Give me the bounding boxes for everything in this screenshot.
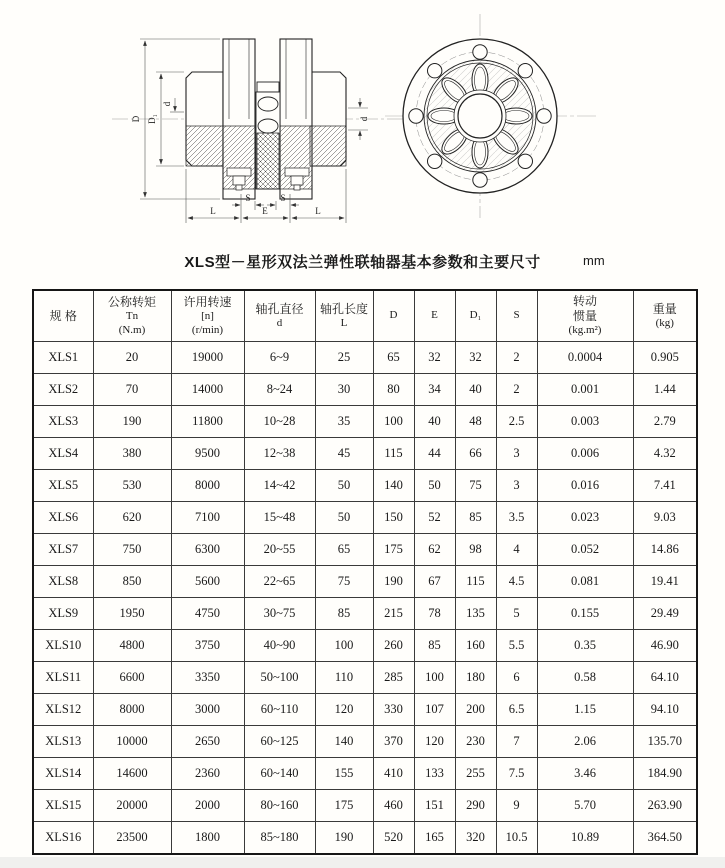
cell-S: 6.5 — [496, 694, 537, 726]
cell-S: 5 — [496, 598, 537, 630]
cell-D1: 98 — [455, 534, 496, 566]
cell-speed: 3750 — [171, 630, 244, 662]
cell-torque: 750 — [93, 534, 171, 566]
cell-D1: 135 — [455, 598, 496, 630]
header-line: E — [431, 309, 438, 322]
cell-torque: 70 — [93, 374, 171, 406]
cell-E: 44 — [414, 438, 455, 470]
cell-speed: 1800 — [171, 822, 244, 855]
cell-D: 140 — [373, 470, 414, 502]
elastic-section — [257, 133, 279, 189]
cell-spec: XLS14 — [33, 758, 93, 790]
dim-label-S-right: S — [280, 193, 286, 203]
cell-E: 40 — [414, 406, 455, 438]
cell-D: 175 — [373, 534, 414, 566]
header-line: (r/min) — [191, 323, 224, 336]
cell-length-L: 50 — [315, 470, 373, 502]
cell-inertia: 0.0004 — [537, 342, 633, 374]
cell-D: 520 — [373, 822, 414, 855]
cell-inertia: 0.052 — [537, 534, 633, 566]
dim-label-D1: D₁ — [147, 114, 157, 124]
table-row — [33, 598, 697, 630]
cell-D1: 160 — [455, 630, 496, 662]
table-row — [33, 502, 697, 534]
col-header-D1 — [455, 290, 496, 342]
page-edge-strip — [0, 857, 725, 868]
cell-D1: 200 — [455, 694, 496, 726]
table-row — [33, 726, 697, 758]
table-row — [33, 662, 697, 694]
table-row — [33, 758, 697, 790]
cell-bore-d: 22~65 — [244, 566, 315, 598]
cell-E: 165 — [414, 822, 455, 855]
cell-bore-d: 15~48 — [244, 502, 315, 534]
cell-S: 4 — [496, 534, 537, 566]
cell-spec: XLS13 — [33, 726, 93, 758]
cell-length-L: 100 — [315, 630, 373, 662]
cell-weight: 64.10 — [633, 662, 697, 694]
cell-torque: 620 — [93, 502, 171, 534]
header-row — [33, 290, 697, 342]
cell-D: 260 — [373, 630, 414, 662]
table-row — [33, 534, 697, 566]
cell-weight: 263.90 — [633, 790, 697, 822]
cell-bore-d: 6~9 — [244, 342, 315, 374]
header-line: 惯量 — [572, 309, 597, 324]
cell-spec: XLS10 — [33, 630, 93, 662]
page-title: XLS型－星形双法兰弹性联轴器基本参数和主要尺寸 — [184, 254, 541, 271]
cell-D1: 40 — [455, 374, 496, 406]
cell-speed: 2360 — [171, 758, 244, 790]
cell-D1: 255 — [455, 758, 496, 790]
cell-bore-d: 80~160 — [244, 790, 315, 822]
cell-torque: 4800 — [93, 630, 171, 662]
coupling-section-view — [108, 14, 408, 236]
cell-D: 150 — [373, 502, 414, 534]
cell-length-L: 50 — [315, 502, 373, 534]
table-row — [33, 694, 697, 726]
cell-D: 460 — [373, 790, 414, 822]
header-line: (kg.m²) — [568, 324, 602, 337]
cell-spec: XLS16 — [33, 822, 93, 855]
flange-front-view — [383, 12, 598, 220]
cell-length-L: 30 — [315, 374, 373, 406]
cell-length-L: 190 — [315, 822, 373, 855]
cell-torque: 190 — [93, 406, 171, 438]
cell-weight: 14.86 — [633, 534, 697, 566]
cell-speed: 5600 — [171, 566, 244, 598]
cell-length-L: 85 — [315, 598, 373, 630]
table-row — [33, 790, 697, 822]
cell-inertia: 0.081 — [537, 566, 633, 598]
cell-length-L: 75 — [315, 566, 373, 598]
cell-inertia: 0.155 — [537, 598, 633, 630]
dim-label-D: D — [131, 115, 141, 123]
cell-D1: 75 — [455, 470, 496, 502]
cell-D: 215 — [373, 598, 414, 630]
col-header-spec — [33, 290, 93, 342]
cell-inertia: 0.35 — [537, 630, 633, 662]
cell-D: 330 — [373, 694, 414, 726]
cell-speed: 9500 — [171, 438, 244, 470]
cell-torque: 1950 — [93, 598, 171, 630]
cell-speed: 3000 — [171, 694, 244, 726]
cell-E: 85 — [414, 630, 455, 662]
header-line: 公称转矩 — [107, 294, 156, 309]
cell-bore-d: 60~125 — [244, 726, 315, 758]
spec-table-body — [33, 342, 697, 855]
cell-D1: 66 — [455, 438, 496, 470]
cell-spec: XLS1 — [33, 342, 93, 374]
cell-spec: XLS7 — [33, 534, 93, 566]
cell-weight: 135.70 — [633, 726, 697, 758]
cell-E: 62 — [414, 534, 455, 566]
table-row — [33, 822, 697, 855]
cell-spec: XLS2 — [33, 374, 93, 406]
cell-S: 2.5 — [496, 406, 537, 438]
cell-S: 2 — [496, 342, 537, 374]
table-row — [33, 566, 697, 598]
cell-weight: 2.79 — [633, 406, 697, 438]
cell-D: 370 — [373, 726, 414, 758]
col-header-S — [496, 290, 537, 342]
dim-label-L-right: L — [315, 206, 321, 216]
cell-speed: 3350 — [171, 662, 244, 694]
cell-S: 2 — [496, 374, 537, 406]
cell-E: 133 — [414, 758, 455, 790]
header-line: 轴孔直径 — [255, 301, 304, 316]
header-line: d — [276, 316, 283, 329]
header-line: [n] — [201, 309, 214, 322]
cell-spec: XLS12 — [33, 694, 93, 726]
cell-torque: 20 — [93, 342, 171, 374]
cell-torque: 14600 — [93, 758, 171, 790]
cell-speed: 19000 — [171, 342, 244, 374]
cell-bore-d: 30~75 — [244, 598, 315, 630]
spec-table-wrap — [32, 289, 698, 855]
cell-inertia: 2.06 — [537, 726, 633, 758]
cell-weight: 184.90 — [633, 758, 697, 790]
dim-label-d-left: d — [162, 101, 172, 107]
cell-weight: 364.50 — [633, 822, 697, 855]
table-row — [33, 438, 697, 470]
cell-D1: 290 — [455, 790, 496, 822]
cell-spec: XLS6 — [33, 502, 93, 534]
cell-D: 100 — [373, 406, 414, 438]
cell-inertia: 1.15 — [537, 694, 633, 726]
cell-length-L: 110 — [315, 662, 373, 694]
cell-weight: 4.32 — [633, 438, 697, 470]
cell-S: 3 — [496, 470, 537, 502]
cell-bore-d: 8~24 — [244, 374, 315, 406]
cell-weight: 1.44 — [633, 374, 697, 406]
cell-bore-d: 50~100 — [244, 662, 315, 694]
cell-bore-d: 40~90 — [244, 630, 315, 662]
cell-speed: 11800 — [171, 406, 244, 438]
cell-E: 78 — [414, 598, 455, 630]
cell-D1: 230 — [455, 726, 496, 758]
cell-inertia: 0.006 — [537, 438, 633, 470]
cell-weight: 94.10 — [633, 694, 697, 726]
col-header-length-L — [315, 290, 373, 342]
cell-E: 151 — [414, 790, 455, 822]
cell-spec: XLS3 — [33, 406, 93, 438]
elastic-element-top — [257, 82, 279, 92]
cell-S: 7.5 — [496, 758, 537, 790]
header-line: S — [513, 309, 520, 322]
table-row — [33, 342, 697, 374]
cell-inertia: 5.70 — [537, 790, 633, 822]
table-row — [33, 470, 697, 502]
cell-spec: XLS11 — [33, 662, 93, 694]
cell-torque: 23500 — [93, 822, 171, 855]
cell-length-L: 155 — [315, 758, 373, 790]
cell-speed: 2000 — [171, 790, 244, 822]
cell-torque: 10000 — [93, 726, 171, 758]
cell-inertia: 10.89 — [537, 822, 633, 855]
bore-circle — [458, 94, 502, 138]
cell-D1: 180 — [455, 662, 496, 694]
cell-E: 50 — [414, 470, 455, 502]
cell-E: 32 — [414, 342, 455, 374]
cell-bore-d: 60~140 — [244, 758, 315, 790]
cell-length-L: 45 — [315, 438, 373, 470]
cell-speed: 8000 — [171, 470, 244, 502]
dim-label-E: E — [262, 206, 268, 216]
cell-S: 7 — [496, 726, 537, 758]
cell-S: 3.5 — [496, 502, 537, 534]
cell-torque: 530 — [93, 470, 171, 502]
cell-D1: 320 — [455, 822, 496, 855]
header-line: D — [389, 309, 398, 322]
col-header-speed — [171, 290, 244, 342]
cell-E: 100 — [414, 662, 455, 694]
header-line: 重量 — [652, 301, 677, 316]
cell-S: 10.5 — [496, 822, 537, 855]
cell-torque: 20000 — [93, 790, 171, 822]
cell-S: 3 — [496, 438, 537, 470]
cell-torque: 6600 — [93, 662, 171, 694]
dim-label-S-left: S — [245, 193, 251, 203]
cell-speed: 14000 — [171, 374, 244, 406]
cell-speed: 6300 — [171, 534, 244, 566]
cell-spec: XLS9 — [33, 598, 93, 630]
cell-inertia: 3.46 — [537, 758, 633, 790]
cell-length-L: 35 — [315, 406, 373, 438]
cell-weight: 9.03 — [633, 502, 697, 534]
cell-length-L: 25 — [315, 342, 373, 374]
dim-label-d-right: d — [359, 116, 369, 122]
technical-drawing — [0, 0, 725, 248]
cell-bore-d: 60~110 — [244, 694, 315, 726]
cell-D: 285 — [373, 662, 414, 694]
cell-D1: 115 — [455, 566, 496, 598]
cell-D: 190 — [373, 566, 414, 598]
dim-label-L-left: L — [210, 206, 216, 216]
cell-inertia: 0.016 — [537, 470, 633, 502]
cell-bore-d: 12~38 — [244, 438, 315, 470]
cell-weight: 29.49 — [633, 598, 697, 630]
table-row — [33, 630, 697, 662]
col-header-bore-d — [244, 290, 315, 342]
unit-label: mm — [583, 253, 605, 268]
cell-D: 115 — [373, 438, 414, 470]
table-row — [33, 374, 697, 406]
cell-weight: 0.905 — [633, 342, 697, 374]
cell-E: 34 — [414, 374, 455, 406]
cell-E: 67 — [414, 566, 455, 598]
header-line: Tn — [125, 309, 139, 322]
cell-inertia: 0.58 — [537, 662, 633, 694]
cell-torque: 8000 — [93, 694, 171, 726]
cell-speed: 7100 — [171, 502, 244, 534]
cell-D1: 85 — [455, 502, 496, 534]
cell-spec: XLS4 — [33, 438, 93, 470]
cell-torque: 850 — [93, 566, 171, 598]
header-line: 许用转速 — [183, 294, 232, 309]
header-line: 轴孔长度 — [319, 301, 368, 316]
cell-spec: XLS8 — [33, 566, 93, 598]
cell-weight: 19.41 — [633, 566, 697, 598]
header-line: D₁ — [469, 309, 482, 322]
dim-d-left — [170, 98, 184, 112]
cell-bore-d: 14~42 — [244, 470, 315, 502]
cell-speed: 4750 — [171, 598, 244, 630]
cell-E: 120 — [414, 726, 455, 758]
title-bar — [0, 251, 725, 275]
cell-inertia: 0.003 — [537, 406, 633, 438]
cell-S: 6 — [496, 662, 537, 694]
cell-S: 4.5 — [496, 566, 537, 598]
cell-S: 5.5 — [496, 630, 537, 662]
cell-inertia: 0.001 — [537, 374, 633, 406]
col-header-torque — [93, 290, 171, 342]
col-header-inertia — [537, 290, 633, 342]
cell-bore-d: 10~28 — [244, 406, 315, 438]
header-line: (N.m) — [118, 323, 146, 336]
cell-inertia: 0.023 — [537, 502, 633, 534]
cell-speed: 2650 — [171, 726, 244, 758]
cell-length-L: 140 — [315, 726, 373, 758]
cell-length-L: 175 — [315, 790, 373, 822]
col-header-weight — [633, 290, 697, 342]
col-header-D — [373, 290, 414, 342]
cell-D: 80 — [373, 374, 414, 406]
cell-weight: 7.41 — [633, 470, 697, 502]
cell-D: 65 — [373, 342, 414, 374]
cell-E: 107 — [414, 694, 455, 726]
cell-torque: 380 — [93, 438, 171, 470]
cell-D1: 32 — [455, 342, 496, 374]
col-header-E — [414, 290, 455, 342]
cell-D: 410 — [373, 758, 414, 790]
cell-S: 9 — [496, 790, 537, 822]
cell-spec: XLS15 — [33, 790, 93, 822]
cell-D1: 48 — [455, 406, 496, 438]
spec-table — [32, 289, 698, 855]
header-line: (kg) — [655, 316, 674, 329]
header-line: L — [340, 316, 348, 329]
spec-table-head — [33, 290, 697, 342]
cell-bore-d: 85~180 — [244, 822, 315, 855]
cell-weight: 46.90 — [633, 630, 697, 662]
header-line: 转动 — [572, 294, 597, 309]
cell-E: 52 — [414, 502, 455, 534]
cell-spec: XLS5 — [33, 470, 93, 502]
cell-bore-d: 20~55 — [244, 534, 315, 566]
header-line: 规 格 — [49, 308, 77, 323]
cell-length-L: 120 — [315, 694, 373, 726]
table-row — [33, 406, 697, 438]
cell-length-L: 65 — [315, 534, 373, 566]
